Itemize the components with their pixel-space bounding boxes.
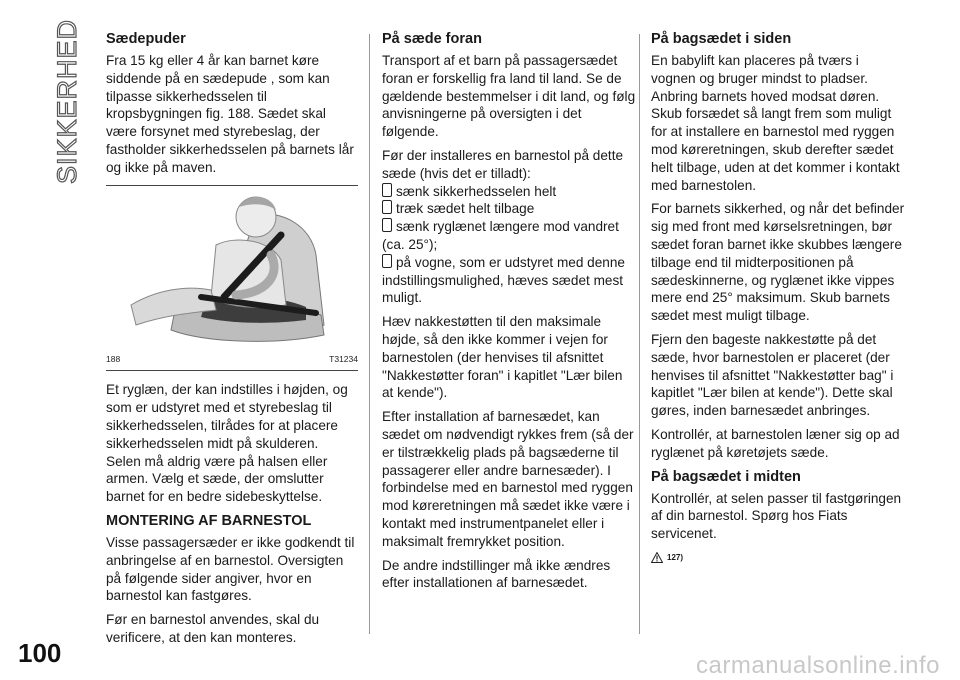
paragraph: Transport af et barn på passagersædet foran er forskellig fra land til land. Se de gældende bestemmelser i dit land, og følg anvisningerne på oversigten i det følgende. <box>382 53 636 140</box>
paragraph: For barnets sikkerhed, og når det befinder sig med front med kørselsretningen, bør sædet foran barnet ikke skubbes længere tilbage end til midterpositionen på sædeskinnerne, og ryglænet ikke vippes mere end 25° maksimum. Skub barnets sædet mest muligt tilbage. <box>651 201 905 324</box>
paragraph: Kontrollér, at selen passer til fastgøringen af din barnestol. Spørg hos Fiats servicenet. <box>651 490 902 542</box>
list-item <box>382 183 636 201</box>
list-item <box>382 254 636 307</box>
child-booster-seat-illustration <box>106 185 358 350</box>
list-item-text: sænk ryglænet længere mod vandret (ca. 25°); <box>382 219 619 252</box>
section-tab-label: SIKKERHED <box>52 18 83 184</box>
column-divider <box>369 34 370 634</box>
warning-triangle-icon <box>651 552 663 563</box>
warning-reference <box>651 549 907 567</box>
paragraph: Et ryglæn, der kan indstilles i højden, og som er udstyret med et styrebeslag til sikkerhedsselen, tilrådes for at placere sikkerhedsselen midt på skulderen. Selen må aldrig være på halsen eller armen. Vælg et sæde, der omslutter barnet for en bedre sidebeskyttelse. <box>106 382 348 505</box>
paragraph: De andre indstillinger må ikke ændres efter installationen af barnesædet. <box>382 557 611 591</box>
list-item <box>382 200 636 218</box>
paragraph: Fjern den bageste nakkestøtte på det sæde, hvor barnestolen er placeret (der henvises til afsnittet "Nakkestøtter bag" i kapitlet "Lær bilen at kende"). Dette skal gøres, inden barnesædet anbringes. <box>651 331 894 419</box>
column-3 <box>651 30 907 567</box>
heading-bagsaedet-midten: På bagsædet i midten <box>651 468 801 485</box>
figure-code: T31234 <box>329 353 358 364</box>
checkbox-bullet-icon <box>382 200 392 214</box>
paragraph: Efter installation af barnesædet, kan sædet om nødvendigt rykkes frem (så der er tilstrækkelig plads på bagsæderne til passagerer eller andre barnesæder). I forbindelse med en barnestol med ryggen mod køreretningen må sædet ikke være i kontakt med instrumentpanelet eller i maksimalt fremrykket position. <box>382 409 634 549</box>
list-item <box>382 218 636 254</box>
checkbox-bullet-icon <box>382 183 392 197</box>
paragraph: Før der installeres en barnestol på dette sæde (hvis det er tilladt): <box>382 147 624 181</box>
watermark: carmanualsonline.info <box>696 652 940 679</box>
list-item-text: træk sædet helt tilbage <box>396 201 535 217</box>
page-number: 100 <box>18 638 62 668</box>
list-item-text: på vogne, som er udstyret med denne indstillingsmulighed, hæves sædet mest muligt. <box>382 254 625 306</box>
paragraph: Visse passagersæder er ikke godkendt til anbringelse af en barnestol. Oversigten på følgende sider angiver, hvor en barnestol kan fastgøres. <box>106 534 355 604</box>
paragraph: Hæv nakkestøtten til den maksimale højde, så den ikke kommer i vejen for barnestolen (der henvises til afsnittet "Nakkestøtter foran" i kapitlet "Lær bilen at kende"). <box>382 314 623 401</box>
paragraph: Før en barnestol anvendes, skal du verificere, at den kan monteres. <box>106 612 320 645</box>
column-1 <box>106 30 356 653</box>
paragraph: Fra 15 kg eller 4 år kan barnet køre siddende på en sædepude , som kan tilpasse sikkerhedsselen til kropsbygningen fig. 188. Sædet skal være forsynet med styrebeslag, der fastholder sikkerhedsselen på barnets lår og ikke på maven. <box>106 53 354 175</box>
warning-reference-label: 127) <box>667 552 684 562</box>
list-item-text: sænk sikkerhedsselen helt <box>396 183 557 199</box>
column-2 <box>382 30 636 598</box>
paragraph: Kontrollér, at barnestolen læner sig op ad ryglænet på køretøjets sæde. <box>651 426 900 460</box>
bullet-list <box>382 183 636 308</box>
heading-montering: MONTERING AF BARNESTOL <box>106 512 312 529</box>
heading-paa-saede-foran: På sæde foran <box>382 31 482 47</box>
figure-number: 188 <box>106 353 121 364</box>
paragraph: En babylift kan placeres på tværs i vognen og bruger mindst to pladser. Anbring barnets hoved modsat døren. Skub forsædet så langt frem som muligt for at installere en barnestol med ryggen mod køreretningen, skub derefter sædet helt tilbage, uden at det kommer i kontakt med barnestolen. <box>651 53 900 193</box>
heading-bagsaedet-siden: På bagsædet i siden <box>651 31 792 47</box>
section-tab <box>52 18 84 184</box>
checkbox-bullet-icon <box>382 218 392 232</box>
checkbox-bullet-icon <box>382 254 392 268</box>
figure-188 <box>106 185 358 372</box>
column-divider <box>639 34 640 634</box>
heading-saedepuder: Sædepuder <box>106 31 186 47</box>
